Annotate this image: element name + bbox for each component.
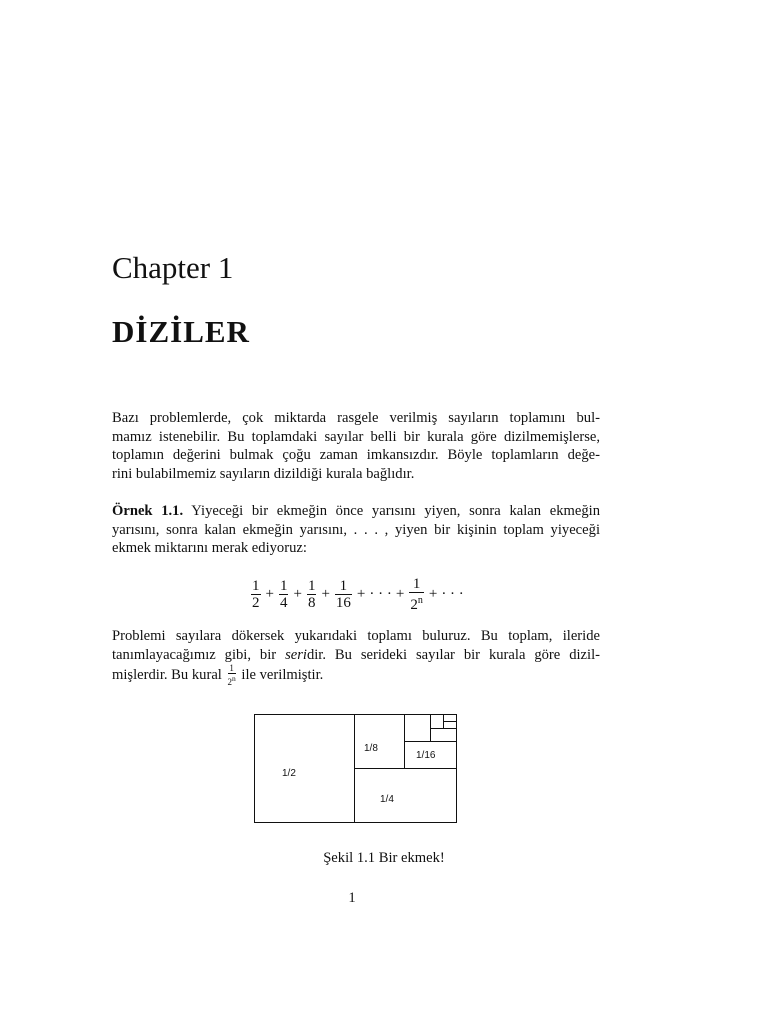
plus-sign: +	[293, 585, 302, 602]
chapter-title: DİZİLER	[112, 314, 250, 349]
label-eighth: 1/8	[364, 743, 378, 754]
example-line	[112, 502, 600, 521]
label-quarter: 1/4	[380, 794, 394, 805]
plus-sign: +	[395, 585, 405, 602]
example-heading: Örnek 1.1.	[112, 503, 184, 519]
fraction-term: $\frac{1}{8}$	[307, 577, 316, 611]
series-term: seri	[285, 646, 307, 663]
example-text: Yiyeceği bir ekmeğin önce yarısını yiyen, sonra kalan ekmeğin	[191, 503, 600, 519]
fraction-term: $\frac{1}{4}$	[279, 577, 288, 611]
fraction-term: $\frac{1}{16}$	[335, 577, 351, 611]
page-number: 1	[348, 890, 356, 906]
intro-paragraph	[112, 409, 600, 483]
plus-sign: +	[265, 585, 274, 602]
intro-line: toplamın değerini bulmak çoğu zaman imkansızdır. Böyle toplamların değe-	[112, 447, 600, 463]
intro-line: mamız istenebilir. Bu toplamdaki sayılar belli bir kurala göre dizilmemişlerse,	[112, 428, 600, 445]
bread-figure	[254, 714, 458, 824]
discussion-paragraph	[112, 627, 600, 687]
figure-caption: Şekil 1.1 Bir ekmek!	[323, 850, 445, 866]
plus-sign: +	[356, 585, 366, 602]
rule-fraction: $\frac{1}{2^n}$	[227, 663, 236, 687]
example-line: ekmek miktarını merak ediyoruz:	[112, 540, 307, 556]
chapter-label: Chapter 1	[112, 250, 234, 285]
discussion-line: Problemi sayılara dökersek yukarıdaki toplamı buluruz. Bu toplam, ileride	[112, 628, 600, 644]
series-formula	[248, 572, 466, 616]
discussion-line: tanımlayacağımız gibi, bir seridir. Bu serideki sayılar bir kurala göre dizil-	[112, 646, 600, 663]
plus-sign: +	[321, 585, 330, 602]
intro-line: rini bulabilmemiz sayıların dizildiği kurala bağlıdır.	[112, 465, 415, 482]
example-line: yarısını, sonra kalan ekmeğin yarısını, . . . , yiyen bir kişinin toplam yiyeceği	[112, 521, 600, 538]
label-half: 1/2	[282, 768, 296, 779]
fraction-term: $\frac{1}{2}$	[252, 577, 260, 611]
discussion-line: mişlerdir. Bu kural $\frac{1}{2^n}$ ile verilmiştir.	[112, 663, 324, 687]
ellipsis: · · ·	[441, 585, 464, 602]
intro-line: Bazı problemlerde, çok miktarda rasgele verilmiş sayıların toplamını bul-	[112, 410, 600, 426]
label-sixteenth: 1/16	[416, 750, 436, 761]
plus-sign: +	[428, 585, 438, 602]
example-paragraph	[112, 502, 600, 558]
general-term: $\frac{1}{2^n}$	[410, 575, 423, 613]
ellipsis: · · ·	[369, 585, 392, 602]
